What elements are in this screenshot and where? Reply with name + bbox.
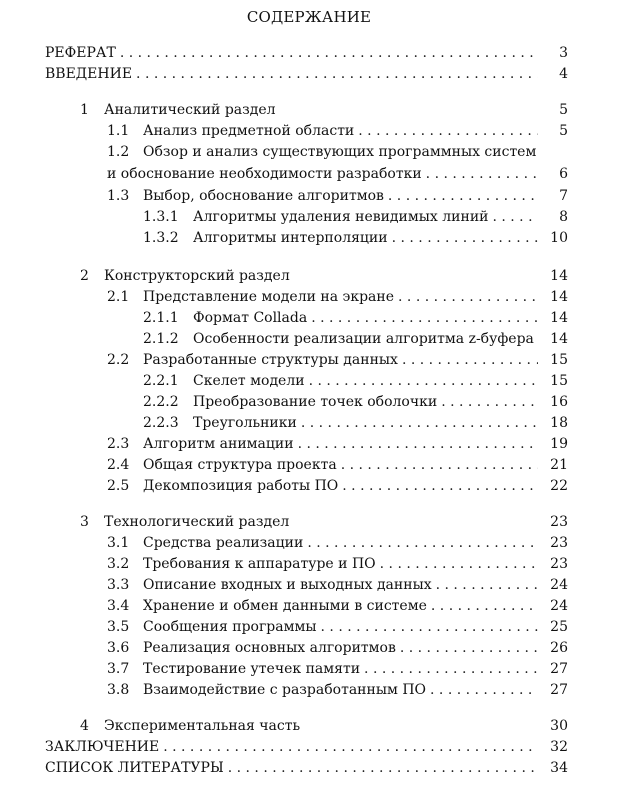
toc-entry-page: 8 [559, 209, 568, 225]
toc-section-1-2-line2[interactable] [107, 164, 568, 184]
toc-entry-conclusion[interactable] [45, 737, 568, 757]
toc-leader-dots [380, 554, 538, 574]
toc-section-1-1[interactable] [107, 121, 568, 141]
toc-entry-page: 16 [550, 394, 568, 410]
toc-entry-number: 3.6 [107, 640, 130, 656]
toc-entry-label: Представление модели на экране [143, 289, 395, 305]
toc-entry-label: Аналитический раздел [104, 102, 276, 118]
toc-entry-page: 19 [550, 436, 568, 452]
toc-section-3-5[interactable] [107, 617, 568, 637]
toc-entry-number: 3 [80, 514, 89, 530]
toc-entry-label: Технологический раздел [104, 514, 290, 530]
toc-section-2-5[interactable] [107, 476, 568, 496]
toc-entry-label: Реализация основных алгоритмов [143, 640, 396, 656]
toc-leader-dots [392, 228, 538, 248]
toc-subsection-2-2-3[interactable] [143, 413, 568, 433]
toc-entry-number: 2.4 [107, 457, 130, 473]
toc-leader-dots [341, 455, 538, 475]
toc-entry-number: 2.3 [107, 436, 130, 452]
toc-section-3-1[interactable] [107, 533, 568, 553]
toc-entry-number: 2.2.1 [143, 373, 179, 389]
toc-entry-label: Треугольники [193, 415, 297, 431]
toc-leader-dots [321, 617, 538, 637]
toc-entry-label: Требования к аппаратуре и ПО [143, 556, 376, 572]
toc-leader-dots [398, 287, 538, 307]
toc-leader-dots [228, 758, 538, 778]
toc-subsection-1-3-1[interactable] [143, 207, 568, 227]
toc-entry-label: РЕФЕРАТ [45, 45, 116, 61]
toc-leader-dots [307, 533, 538, 553]
toc-entry-label: Сообщения программы [143, 619, 317, 635]
toc-section-3-3[interactable] [107, 575, 568, 595]
toc-entry-number: 3.7 [107, 661, 130, 677]
toc-entry-label: Разработанные структуры данных [143, 352, 398, 368]
toc-leader-dots [426, 164, 538, 184]
toc-leader-dots [388, 186, 538, 206]
toc-entry-number: 2.1.1 [143, 310, 179, 326]
toc-entry-references[interactable] [45, 758, 568, 778]
toc-section-3-7[interactable] [107, 659, 568, 679]
toc-subsection-1-3-2[interactable] [143, 228, 568, 248]
toc-section-1-2-line1[interactable] [107, 142, 568, 162]
toc-leader-dots [402, 350, 538, 370]
toc-entry-label: ВВЕДЕНИЕ [45, 66, 133, 82]
toc-entry-page: 24 [550, 598, 568, 614]
toc-entry-number: 2.5 [107, 478, 130, 494]
toc-entry-page: 25 [550, 619, 568, 635]
toc-entry-number: 3.5 [107, 619, 130, 635]
toc-subsection-2-1-1[interactable] [143, 308, 568, 328]
toc-entry-number: 1.3 [107, 188, 130, 204]
toc-entry-page: 14 [550, 268, 568, 284]
toc-section-3-8[interactable] [107, 680, 568, 700]
toc-chapter-3[interactable] [80, 512, 568, 532]
toc-entry-label: Особенности реализации алгоритма z-буфера [193, 331, 534, 347]
toc-entry-number: 4 [80, 718, 89, 734]
toc-entry-number: 2.2 [107, 352, 130, 368]
toc-entry-page: 14 [550, 331, 568, 347]
toc-section-3-4[interactable] [107, 596, 568, 616]
toc-entry-page: 21 [550, 457, 568, 473]
toc-entry-number: 1.2 [107, 144, 130, 160]
toc-entry-number: 3.1 [107, 535, 130, 551]
toc-entry-label: Обзор и анализ существующих программных систем [143, 144, 537, 160]
toc-entry-page: 24 [550, 577, 568, 593]
toc-leader-dots [400, 638, 538, 658]
toc-leader-dots [309, 371, 538, 391]
toc-entry-number: 1 [80, 102, 89, 118]
toc-leader-dots [441, 392, 538, 412]
toc-entry-number: 2.2.2 [143, 394, 179, 410]
toc-entry-page: 14 [550, 310, 568, 326]
toc-leader-dots [136, 64, 538, 84]
toc-entry-label: Конструкторский раздел [104, 268, 290, 284]
toc-leader-dots [492, 207, 538, 227]
toc-entry-page: 6 [559, 166, 568, 182]
toc-leader-dots [364, 659, 538, 679]
toc-entry-number: 3.8 [107, 682, 130, 698]
toc-entry-number: 3.2 [107, 556, 130, 572]
toc-chapter-4[interactable] [80, 716, 568, 736]
toc-entry-page: 23 [550, 514, 568, 530]
toc-entry-page: 32 [550, 739, 568, 755]
toc-leader-dots [298, 434, 538, 454]
toc-entry-label: Алгоритмы удаления невидимых линий [193, 209, 489, 225]
toc-entry-label: Средства реализации [143, 535, 304, 551]
toc-entry-page: 4 [559, 66, 568, 82]
toc-subsection-2-2-2[interactable] [143, 392, 568, 412]
toc-entry-number: 2.1.2 [143, 331, 179, 347]
toc-leader-dots [163, 737, 538, 757]
toc-entry-page: 18 [550, 415, 568, 431]
toc-entry-page: 23 [550, 556, 568, 572]
toc-entry-label: Преобразование точек оболочки [193, 394, 438, 410]
toc-entry-label: Описание входных и выходных данных [143, 577, 432, 593]
toc-leader-dots [358, 121, 538, 141]
toc-entry-number: 1.3.1 [143, 209, 179, 225]
toc-section-3-2[interactable] [107, 554, 568, 574]
toc-leader-dots [311, 308, 538, 328]
toc-entry-label: Формат Collada [193, 310, 308, 326]
toc-entry-page: 27 [550, 661, 568, 677]
toc-entry-label: Декомпозиция работы ПО [143, 478, 339, 494]
toc-entry-page: 27 [550, 682, 568, 698]
toc-entry-number: 2 [80, 268, 89, 284]
toc-chapter-1[interactable] [80, 100, 568, 120]
toc-entry-label: Анализ предметной области [143, 123, 355, 139]
toc-entry-label: Алгоритм анимации [143, 436, 294, 452]
toc-entry-page: 5 [559, 123, 568, 139]
toc-entry-label: ЗАКЛЮЧЕНИЕ [45, 739, 160, 755]
toc-entry-number: 2.1 [107, 289, 130, 305]
toc-entry-page: 22 [550, 478, 568, 494]
toc-leader-dots [342, 476, 538, 496]
toc-leader-dots [431, 596, 538, 616]
toc-section-3-6[interactable] [107, 638, 568, 658]
toc-leader-dots [301, 413, 538, 433]
toc-section-2-1[interactable] [107, 287, 568, 307]
toc-entry-page: 26 [550, 640, 568, 656]
toc-subsection-2-1-2[interactable] [143, 329, 568, 349]
toc-section-1-3[interactable] [107, 186, 568, 206]
toc-leader-dots [430, 680, 538, 700]
toc-entry-page: 5 [559, 102, 568, 118]
toc-entry-abstract[interactable] [45, 43, 568, 63]
toc-entry-page: 7 [559, 188, 568, 204]
toc-leader-dots [120, 43, 538, 63]
toc-entry-label: Хранение и обмен данными в системе [143, 598, 427, 614]
toc-entry-page: 34 [550, 760, 568, 776]
toc-entry-number: 3.3 [107, 577, 130, 593]
toc-entry-number: 2.2.3 [143, 415, 179, 431]
toc-title: СОДЕРЖАНИЕ [246, 8, 372, 26]
toc-leader-dots [436, 575, 538, 595]
toc-section-2-4[interactable] [107, 455, 568, 475]
toc-section-2-2[interactable] [107, 350, 568, 370]
toc-entry-page: 30 [550, 718, 568, 734]
toc-section-2-3[interactable] [107, 434, 568, 454]
toc-entry-label: Скелет модели [193, 373, 305, 389]
toc-entry-label: Алгоритмы интерполяции [193, 230, 388, 246]
toc-entry-label: СПИСОК ЛИТЕРАТУРЫ [45, 760, 224, 776]
toc-entry-label: Выбор, обоснование алгоритмов [143, 188, 384, 204]
toc-entry-label: Общая структура проекта [143, 457, 337, 473]
toc-subsection-2-2-1[interactable] [143, 371, 568, 391]
toc-entry-label: Экспериментальная часть [104, 718, 301, 734]
toc-entry-page: 3 [559, 45, 568, 61]
toc-entry-label: Взаимодействие с разработанным ПО [143, 682, 427, 698]
toc-entry-page: 14 [550, 289, 568, 305]
toc-entry-label: Тестирование утечек памяти [143, 661, 361, 677]
toc-entry-introduction[interactable] [45, 64, 568, 84]
toc-entry-number: 1.3.2 [143, 230, 179, 246]
toc-entry-number: 3.4 [107, 598, 130, 614]
toc-entry-page: 10 [550, 230, 568, 246]
toc-entry-label-continued: и обоснование необходимости разработки [107, 166, 422, 182]
toc-entry-page: 15 [550, 373, 568, 389]
toc-chapter-2[interactable] [80, 266, 568, 286]
toc-entry-page: 23 [550, 535, 568, 551]
toc-entry-number: 1.1 [107, 123, 130, 139]
toc-entry-page: 15 [550, 352, 568, 368]
